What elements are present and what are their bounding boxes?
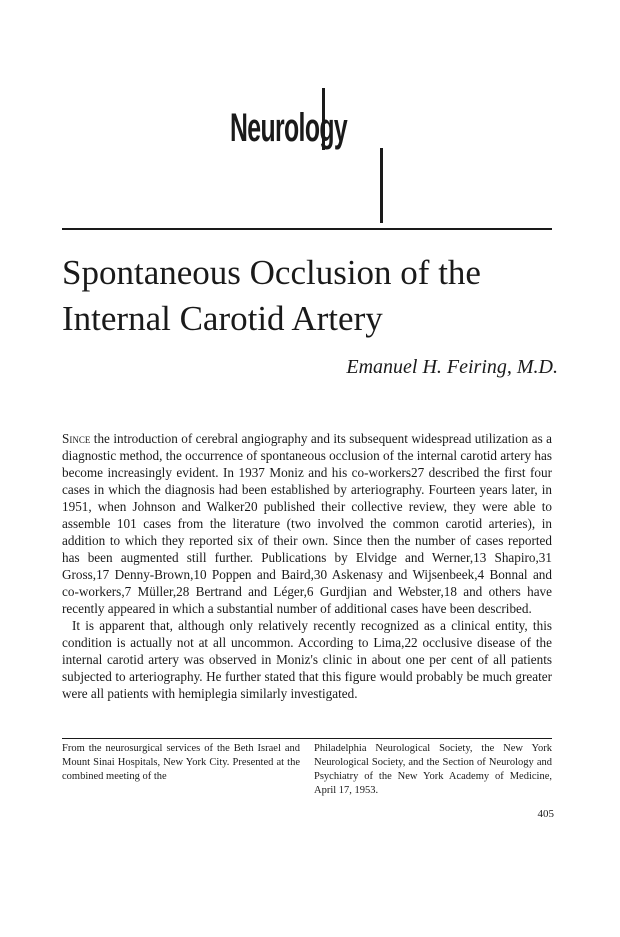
footnotes xyxy=(62,742,552,798)
paragraph-1 xyxy=(62,430,552,617)
journal-logo xyxy=(230,88,390,223)
journal-logo-text: Neurology xyxy=(230,106,348,150)
paragraph-2: It is apparent that, although only relatively recently recognized as a clinical entity, this condition is actually not at all uncommon. According to Lima,22 occlusive disease of the internal carotid artery was observed in Moniz's clinic in about one per cent of all patients subjected to arteriography. He further stated that this figure would probably be much greater were all patients with hemiplegia similarly investigated. xyxy=(62,618,552,701)
article-body xyxy=(62,430,552,702)
footnote-rule xyxy=(62,738,552,739)
header-rule xyxy=(62,228,552,230)
footnote-left: From the neurosurgical services of the Beth Israel and Mount Sinai Hospitals, New York City. Presented at the combined meeting of the xyxy=(62,743,300,782)
article-title: Spontaneous Occlusion of the Internal Carotid Artery xyxy=(62,253,481,338)
article-author: Emanuel H. Feiring, M.D. xyxy=(346,356,558,378)
paragraph-1-lead: Since xyxy=(62,431,91,446)
page-number: 405 xyxy=(537,808,554,820)
footnote-right: Philadelphia Neurological Society, the New York Neurological Society, and the Section of Neurology and Psychiatry of the New York Academy of Medicine, April 17, 1953. xyxy=(314,743,552,796)
paragraph-1-text: the introduction of cerebral angiography and its subsequent widespread utilization as a diagnostic method, the occurrence of spontaneous occlusion of the internal carotid artery has become increasingly evident. In 1937 Moniz and his co-workers27 described the first four cases in which the diagnosis had been established by arteriography. Fourteen years later, in 1951, when Johnson and Walker20 published their collective review, they were able to assemble 101 cases from the literature (two involved the common carotid arteries), in addition to which they reported six of their own. Since then the number of cases reported has been augmented still further. Publications by Elvidge and Werner,13 Shapiro,31 Gross,17 Denny-Brown,10 Poppen and Baird,30 Askenasy and Wijsenbeek,4 Bonnal and co-workers,7 Müller,28 Bertrand and Léger,6 Gurdjian and Webster,18 and others have recently appeared in which a substantial number of additional cases have been described. xyxy=(62,431,552,616)
logo-bar-bottom xyxy=(380,148,383,223)
